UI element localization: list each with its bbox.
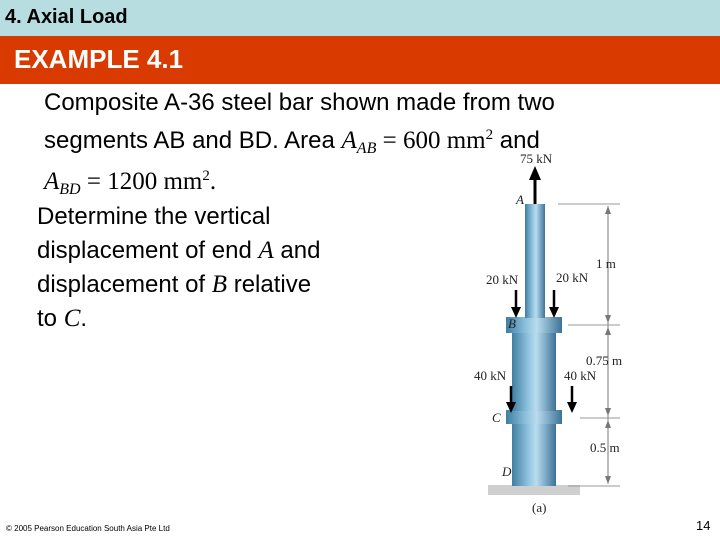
var-b: B bbox=[211, 271, 228, 298]
and-text: and bbox=[493, 127, 540, 154]
var-c: C bbox=[63, 305, 81, 332]
area-subscript-ab: AB bbox=[356, 140, 377, 157]
area-ab-exponent: 2 bbox=[485, 127, 494, 143]
dim-tick-4 bbox=[605, 408, 611, 416]
area-symbol-bd: A bbox=[44, 168, 60, 195]
point-a-label: A bbox=[516, 192, 524, 207]
area-ab-value: = 600 mm bbox=[376, 127, 486, 154]
point-c-label: C bbox=[492, 410, 501, 425]
segment-bc bbox=[512, 332, 556, 411]
copyright-notice: © 2005 Pearson Education South Asia Pte Ltd bbox=[6, 524, 170, 533]
area-bd-exponent: 2 bbox=[202, 168, 210, 184]
force-c-right-label: 40 kN bbox=[564, 368, 597, 383]
task-line-3 bbox=[37, 268, 387, 302]
segment-cd bbox=[512, 423, 556, 486]
dim-tick-2 bbox=[605, 315, 611, 323]
collar-c bbox=[506, 410, 562, 424]
task-line-2b: and bbox=[273, 237, 321, 264]
task-line-2a: displacement of end bbox=[37, 237, 259, 264]
problem-line-2-text: segments AB and BD. Area bbox=[44, 127, 342, 154]
segment-ab bbox=[525, 204, 545, 318]
task-line-3a: displacement of bbox=[37, 271, 212, 298]
task-line-2 bbox=[37, 234, 387, 268]
force-top-label: 75 kN bbox=[520, 151, 553, 166]
var-a: A bbox=[258, 237, 274, 264]
area-bd-value: = 1200 mm bbox=[80, 168, 203, 195]
area-symbol-ab: A bbox=[341, 127, 357, 154]
force-top-arrowhead bbox=[529, 166, 541, 180]
figure-caption: (a) bbox=[532, 500, 547, 515]
force-b-right-label: 20 kN bbox=[556, 270, 589, 285]
dim-cd-label: 0.5 m bbox=[590, 440, 620, 455]
task-line-4b: . bbox=[80, 305, 88, 332]
example-title-bar bbox=[0, 36, 720, 84]
point-b-label: B bbox=[508, 316, 516, 331]
ground-support bbox=[488, 485, 580, 495]
dim-ab-label: 1 m bbox=[596, 256, 616, 271]
point-d-label: D bbox=[502, 464, 512, 479]
force-c-right-arrowhead bbox=[567, 402, 577, 413]
page-number: 14 bbox=[696, 518, 711, 533]
task-line-1: Determine the vertical bbox=[37, 203, 271, 230]
dim-tick-5 bbox=[605, 420, 611, 428]
composite-bar-figure bbox=[468, 140, 718, 520]
force-b-left-label: 20 kN bbox=[486, 272, 519, 287]
force-c-left-label: 40 kN bbox=[474, 368, 507, 383]
task-line-4 bbox=[37, 302, 387, 336]
force-b-right-arrowhead bbox=[549, 307, 559, 318]
problem-line-1: Composite A-36 steel bar shown made from two bbox=[44, 89, 555, 116]
section-header-bar bbox=[0, 0, 720, 36]
area-bd-period: . bbox=[209, 168, 217, 195]
example-title: EXAMPLE 4.1 bbox=[14, 44, 184, 74]
dim-tick-6 bbox=[605, 476, 611, 484]
task-statement bbox=[37, 200, 387, 336]
dim-tick-1 bbox=[605, 206, 611, 214]
dim-bc-label: 0.75 m bbox=[586, 353, 623, 368]
area-subscript-bd: BD bbox=[59, 181, 81, 198]
task-line-4a: to bbox=[37, 305, 64, 332]
task-line-3b: relative bbox=[227, 271, 312, 298]
section-title: 4. Axial Load bbox=[5, 6, 128, 28]
dim-tick-3 bbox=[605, 327, 611, 335]
